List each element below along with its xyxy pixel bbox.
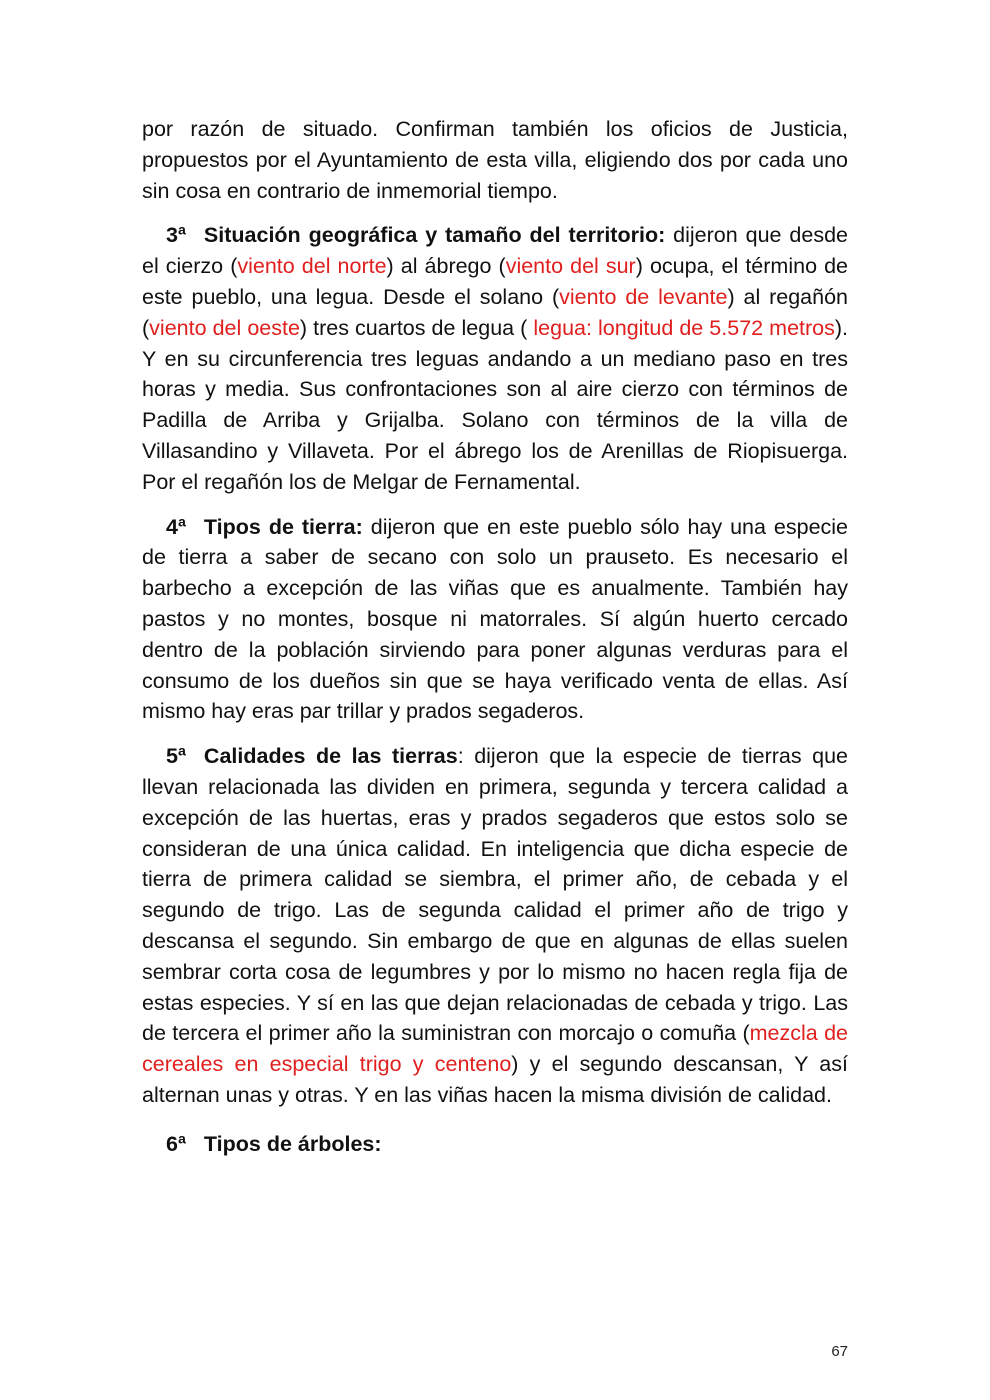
text-segment: : dijeron que la especie de tierras que llevan relacionada las dividen en primera, segunda y tercera calidad a excepción de las huertas, eras y prados segaderos que estos solo se consideran de una única calidad. En inteligencia que dicha especie de tierra de primera calidad se siembra, el primer año, de cebada y el segundo de trigo. Las de segunda calidad el primer año de trigo y descansa el segundo. Sin embargo de que en algunas de ellas suelen sembrar corta cosa de legumbres y por lo mismo no hacen regla fija de estas especies. Y sí en las que dejan relacionadas de cebada y trigo. Las de tercera el primer año la suministran con morcajo o comuña ( [142, 744, 848, 1046]
document-body [142, 114, 848, 1174]
section-4-paragraph [142, 512, 848, 728]
section-number: 6ª [166, 1131, 186, 1156]
annotation-segment: viento de levante [559, 284, 728, 309]
section-3-paragraph [142, 220, 848, 497]
text-segment: ) y el segundo descansan, Y así alternan unas y otras. Y en las viñas hacen la misma división de calidad. [142, 1052, 848, 1107]
annotation-segment: viento del sur [505, 254, 636, 279]
section-number: 4ª [166, 514, 186, 539]
section-5-paragraph [142, 741, 848, 1111]
section-heading: Calidades de las tierras [203, 744, 458, 769]
text-segment: ) al regañón ( [142, 284, 849, 340]
annotation-segment: viento del oeste [149, 315, 300, 340]
section-heading: Tipos de tierra: [203, 514, 363, 539]
text-segment: ) al ábrego ( [386, 254, 506, 279]
page-number: 67 [831, 1343, 848, 1360]
section-number: 5ª [166, 744, 186, 769]
section-number: 3ª [166, 223, 186, 248]
section-heading: Situación geográfica y tamaño del territorio: [203, 223, 666, 248]
text-segment: ). Y en su circunferencia tres leguas andando a un mediano paso en tres horas y media. Sus confrontaciones son al aire cierzo con términos de Padilla de Arriba y Grijalba. Solano con términos de la villa de Villasandino y Villaveta. Por el ábrego los de Arenillas de Riopisuerga. Por el regañón los de Melgar de Fernamental. [142, 315, 849, 494]
annotation-segment: legua: longitud de 5.572 metros [533, 315, 835, 340]
annotation-segment: mezcla de cereales en especial trigo y centeno [142, 1021, 848, 1077]
text-segment: ) ocupa, el término de este pueblo, una legua. Desde el solano ( [142, 254, 848, 309]
intro-paragraph: por razón de situado. Confirman también los oficios de Justicia, propuestos por el Ayuntamiento de esta villa, eligiendo dos por cada uno sin cosa en contrario de inmemorial tiempo. [142, 117, 848, 203]
text-segment: dijeron que desde el cierzo ( [142, 223, 848, 279]
annotation-segment: viento del norte [237, 254, 387, 279]
text-segment: ) tres cuartos de legua ( [299, 315, 534, 340]
section-6-heading [142, 1129, 848, 1160]
text-segment: dijeron que en este pueblo sólo hay una especie de tierra a saber de secano con solo un prauseto. Es necesario el barbecho a excepción de las viñas que es anualmente. También hay pastos y no montes, bosque ni matorrales. Sí algún huerto cercado dentro de la población sirviendo para poner algunas verduras para el consumo de los dueños sin que se haya verificado venta de ellas. Así mismo hay eras par trillar y prados segaderos. [142, 514, 849, 724]
section-heading: Tipos de árboles: [203, 1131, 382, 1156]
